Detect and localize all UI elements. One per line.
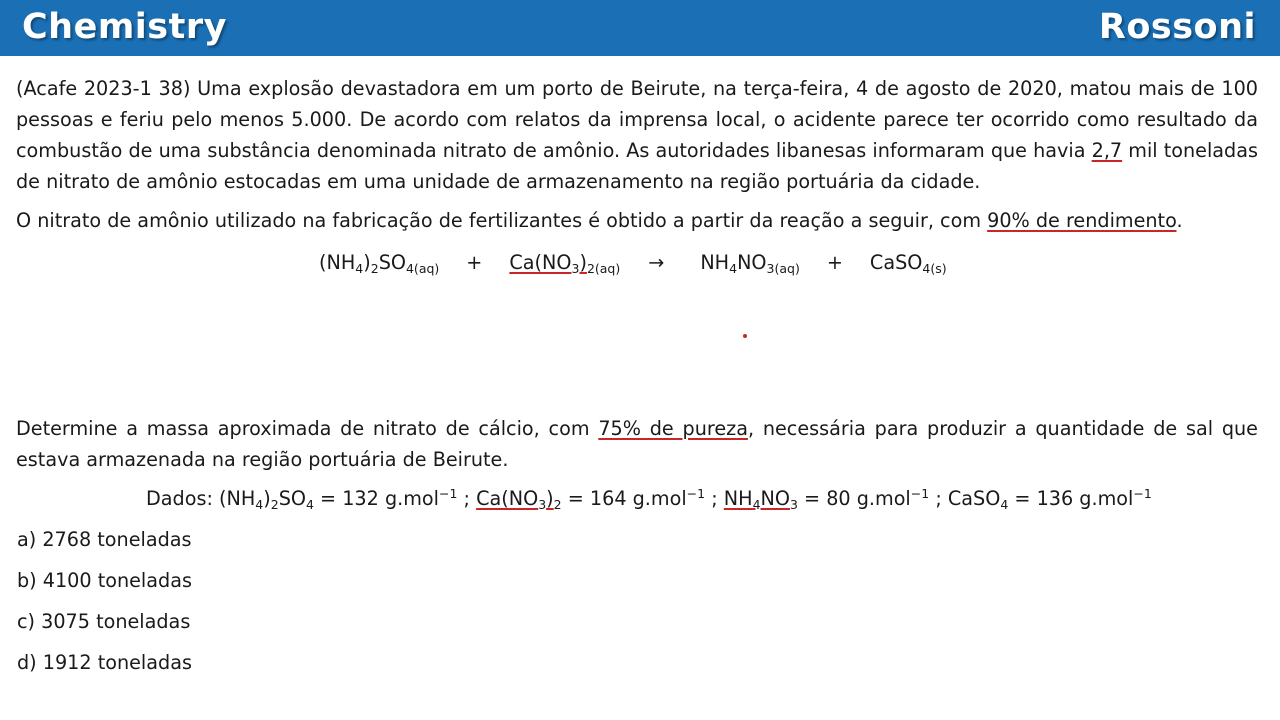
molar-mass-ammonium-nitrate: $NH_4NO_3 = 80$ g.mol$^{-1}$	[723, 486, 930, 512]
highlight-purity: 75% de pureza	[598, 417, 748, 440]
plus-sign: +	[466, 251, 483, 274]
plus-sign: +	[826, 251, 843, 274]
product-calcium-sulfate: CaSO$_{4(s)}$	[869, 251, 947, 276]
option-b[interactable]: b) 4100 toneladas	[17, 569, 192, 592]
author-title: Rossoni	[1098, 7, 1256, 47]
option-a[interactable]: a) 2768 toneladas	[17, 528, 192, 551]
molar-mass-calcium-sulfate: CaSO$_4$ = 136 g.mol$^{-1}$	[947, 486, 1152, 512]
reactant-calcium-nitrate: $Ca(NO_3)$	[509, 251, 587, 276]
molar-mass-ammonium-sulfate: $(NH_4)_2SO_4 = 132$ g.mol$^{-1}$	[219, 486, 458, 512]
question-paragraph-2: O nitrato de amônio utilizado na fabricação de fertilizantes é obtido a partir da reação a seguir, com 90% de rendimento.	[16, 209, 1183, 232]
option-d[interactable]: d) 1912 toneladas	[17, 651, 192, 674]
product-ammonium-nitrate: $NH_4NO_{3(aq)}$	[700, 251, 800, 276]
option-c[interactable]: c) 3075 toneladas	[17, 610, 191, 633]
header-bar	[0, 0, 1280, 56]
molar-mass-calcium-nitrate: $Ca(NO_3)_2 = 164$ g.mol$^{-1}$	[476, 486, 706, 512]
highlight-mass: 2,7	[1091, 139, 1123, 162]
given-data: Dados: $(NH_4)_2SO_4 = 132$ g.mol$^{-1}$ ; $Ca(NO_3)_2 = 164$ g.mol$^{-1}$ ; $NH_4NO_3 = 80$ g.mol$^{-1}$ ; CaSO$_4$ = 136 g.mol$^{-1}$	[146, 486, 1152, 512]
annotation-dot	[743, 334, 747, 338]
question-paragraph-1: (Acafe 2023-1 38) Uma explosão devastadora em um porto de Beirute, na terça-feira, 4 de agosto de 2020, matou mais de 100 pessoas e feriu pelo menos 5.000. De acordo com relatos da imprensa local, o acidente parece ter ocorrido como resultado da combustão de uma substância denominada nitrato de amônio. As autoridades libanesas informaram que havia 2,7 mil toneladas de nitrato de amônio estocadas em uma unidade de armazenamento na região portuária da cidade.	[16, 77, 1258, 193]
subject-title: Chemistry	[22, 7, 227, 47]
reactant-ammonium-sulfate: $(NH_4)_2SO_{4(aq)}$	[319, 251, 440, 276]
reaction-arrow: →	[648, 251, 665, 274]
question-paragraph-3: Determine a massa aproximada de nitrato de cálcio, com 75% de pureza, necessária para produzir a quantidade de sal que estava armazenada na região portuária de Beirute.	[16, 417, 1258, 471]
highlight-yield: 90% de rendimento	[987, 209, 1177, 232]
reaction-equation: $(NH_4)_2SO_{4(aq)} + Ca(NO_3)_{2(aq)} \to NH_4NO_{3(aq)}$ + CaSO$_{4(s)}$	[319, 251, 947, 276]
